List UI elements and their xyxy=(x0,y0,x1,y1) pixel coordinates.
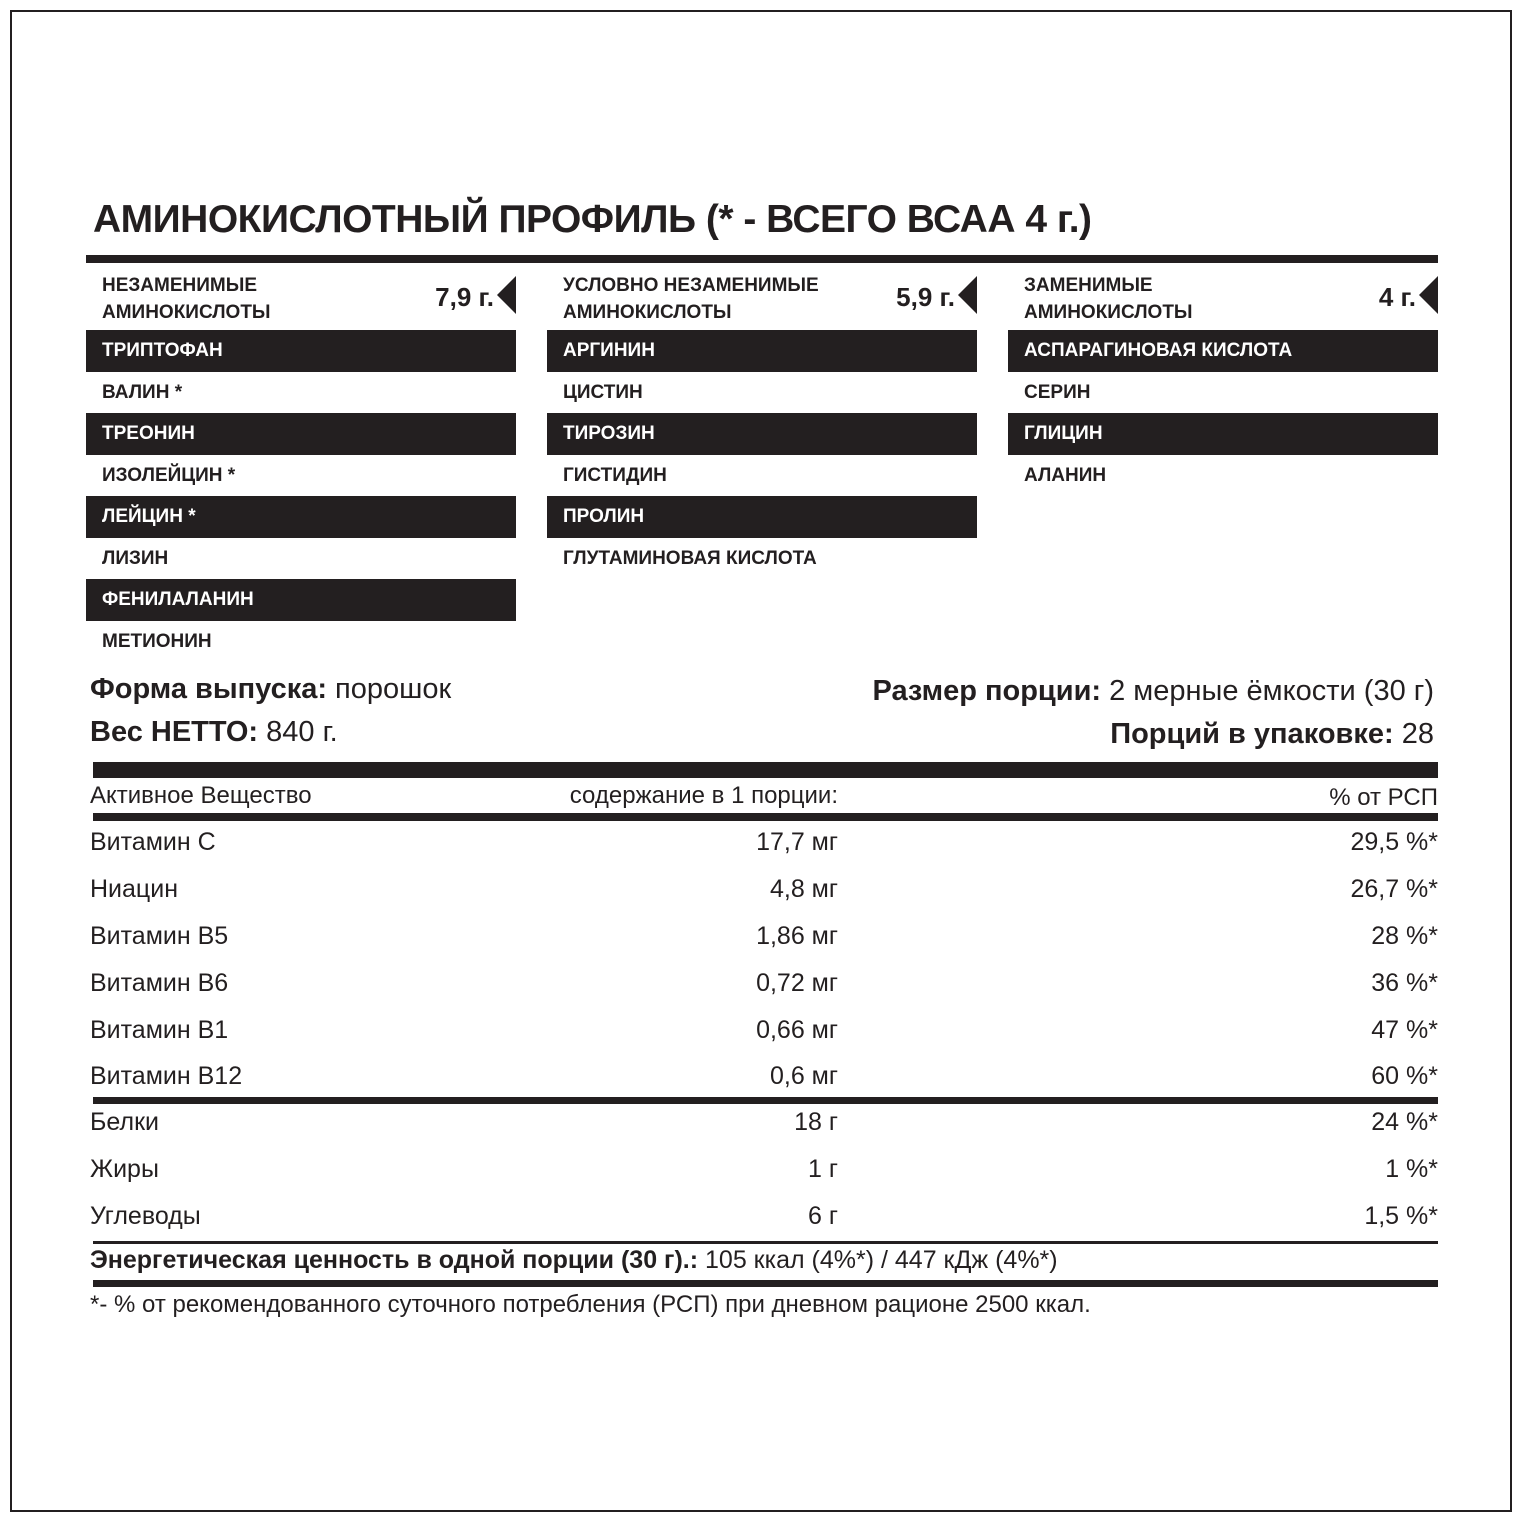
amino-item: ВАЛИН * xyxy=(102,381,183,403)
amino-item: ЦИСТИН xyxy=(563,381,643,403)
footnote-divider xyxy=(93,1280,1438,1287)
group-amount: 7,9 г. xyxy=(435,282,494,312)
substance-rda: 26,7 %* xyxy=(1350,875,1438,903)
table-row xyxy=(90,1108,1438,1155)
substance-amount: 1 г xyxy=(808,1155,838,1183)
group-amount: 5,9 г. xyxy=(896,282,955,312)
page-title: АМИНОКИСЛОТНЫЙ ПРОФИЛЬ (* - ВСЕГО ВСАА 4 г.) xyxy=(93,198,1092,241)
substance-name: Витамин В6 xyxy=(90,969,229,997)
amino-item: ТРИПТОФАН xyxy=(86,330,516,372)
substance-rda: 47 %* xyxy=(1371,1016,1438,1044)
substance-rda: 1 %* xyxy=(1385,1155,1438,1183)
substance-amount: 0,72 мг xyxy=(756,969,838,997)
group-header xyxy=(86,264,516,330)
weight-info: Вес НЕТТО: 840 г. xyxy=(90,716,338,748)
substance-amount: 17,7 мг xyxy=(756,828,838,856)
amino-item: ТИРОЗИН xyxy=(547,413,977,455)
substance-name: Белки xyxy=(90,1108,159,1136)
substance-rda: 1,5 %* xyxy=(1364,1202,1438,1230)
amino-item: ГЛУТАМИНОВАЯ КИСЛОТА xyxy=(563,547,817,569)
table-row xyxy=(90,922,1438,969)
energy-value: Энергетическая ценность в одной порции (30 г).: 105 ккал (4%*) / 447 кДж (4%*) xyxy=(90,1246,1058,1274)
table-header-divider xyxy=(93,813,1438,821)
servings-per-pack-info: Порций в упаковке: 28 xyxy=(1110,718,1434,750)
substance-name: Витамин С xyxy=(90,828,216,856)
substance-amount: 4,8 мг xyxy=(769,875,838,903)
substance-rda: 29,5 %* xyxy=(1350,828,1438,856)
table-top-divider xyxy=(93,762,1438,778)
substance-rda: 28 %* xyxy=(1371,922,1438,950)
title-divider xyxy=(86,255,1438,263)
substance-amount: 0,66 мг xyxy=(756,1016,838,1044)
substance-name: Витамин В12 xyxy=(90,1062,243,1090)
amino-group-essential xyxy=(86,264,516,662)
triangle-marker-icon xyxy=(497,276,516,314)
substance-name: Витамин В5 xyxy=(90,922,229,950)
table-row xyxy=(90,828,1438,875)
table-row xyxy=(90,1155,1438,1202)
substance-rda: 36 %* xyxy=(1371,969,1438,997)
amino-item: МЕТИОНИН xyxy=(102,630,212,652)
table-header-rda: % от РСП xyxy=(1329,784,1438,811)
group-name: ЗАМЕНИМЫЕ АМИНОКИСЛОТЫ xyxy=(1024,275,1193,323)
amino-item: АЛАНИН xyxy=(1024,464,1107,486)
footnote: *- % от рекомендованного суточного потребления (РСП) при дневном рационе 2500 ккал. xyxy=(90,1291,1091,1318)
substance-name: Углеводы xyxy=(90,1202,201,1230)
table-row xyxy=(90,969,1438,1016)
amino-item: СЕРИН xyxy=(1024,381,1091,403)
amino-item: ГИСТИДИН xyxy=(563,464,667,486)
substance-amount: 6 г xyxy=(808,1202,838,1230)
group-name: УСЛОВНО НЕЗАМЕНИМЫЕ АМИНОКИСЛОТЫ xyxy=(563,275,819,323)
serving-size-info: Размер порции: 2 мерные ёмкости (30 г) xyxy=(872,675,1434,707)
macros-energy-divider xyxy=(93,1241,1438,1244)
amino-item: АРГИНИН xyxy=(547,330,977,372)
table-header-substance: Активное Вещество xyxy=(90,782,312,809)
group-header xyxy=(547,264,977,330)
form-info: Форма выпуска: порошок xyxy=(90,673,452,705)
amino-group-conditionally-essential xyxy=(547,264,977,579)
substance-amount: 18 г xyxy=(794,1108,838,1136)
amino-item: ЛЕЙЦИН * xyxy=(86,496,516,538)
substance-name: Ниацин xyxy=(90,875,179,903)
table-row xyxy=(90,875,1438,922)
substance-name: Жиры xyxy=(90,1155,159,1183)
triangle-marker-icon xyxy=(1419,276,1438,314)
table-row xyxy=(90,1016,1438,1063)
vitamins-macros-divider xyxy=(93,1097,1438,1104)
amino-item: ПРОЛИН xyxy=(547,496,977,538)
substance-amount: 0,6 мг xyxy=(769,1062,838,1090)
amino-item: ГЛИЦИН xyxy=(1008,413,1438,455)
amino-group-nonessential xyxy=(1008,264,1438,496)
table-header-amount: содержание в 1 порции: xyxy=(569,782,838,809)
amino-item: ЛИЗИН xyxy=(102,547,169,569)
substance-rda: 24 %* xyxy=(1371,1108,1438,1136)
triangle-marker-icon xyxy=(958,276,977,314)
substance-amount: 1,86 мг xyxy=(756,922,838,950)
amino-item: АСПАРАГИНОВАЯ КИСЛОТА xyxy=(1008,330,1438,372)
amino-item: ИЗОЛЕЙЦИН * xyxy=(102,464,236,486)
group-header xyxy=(1008,264,1438,330)
amino-item: ФЕНИЛАЛАНИН xyxy=(86,579,516,621)
amino-item: ТРЕОНИН xyxy=(86,413,516,455)
group-amount: 4 г. xyxy=(1378,282,1416,312)
substance-name: Витамин В1 xyxy=(90,1016,229,1044)
substance-rda: 60 %* xyxy=(1371,1062,1438,1090)
group-name: НЕЗАМЕНИМЫЕ АМИНОКИСЛОТЫ xyxy=(102,275,271,323)
